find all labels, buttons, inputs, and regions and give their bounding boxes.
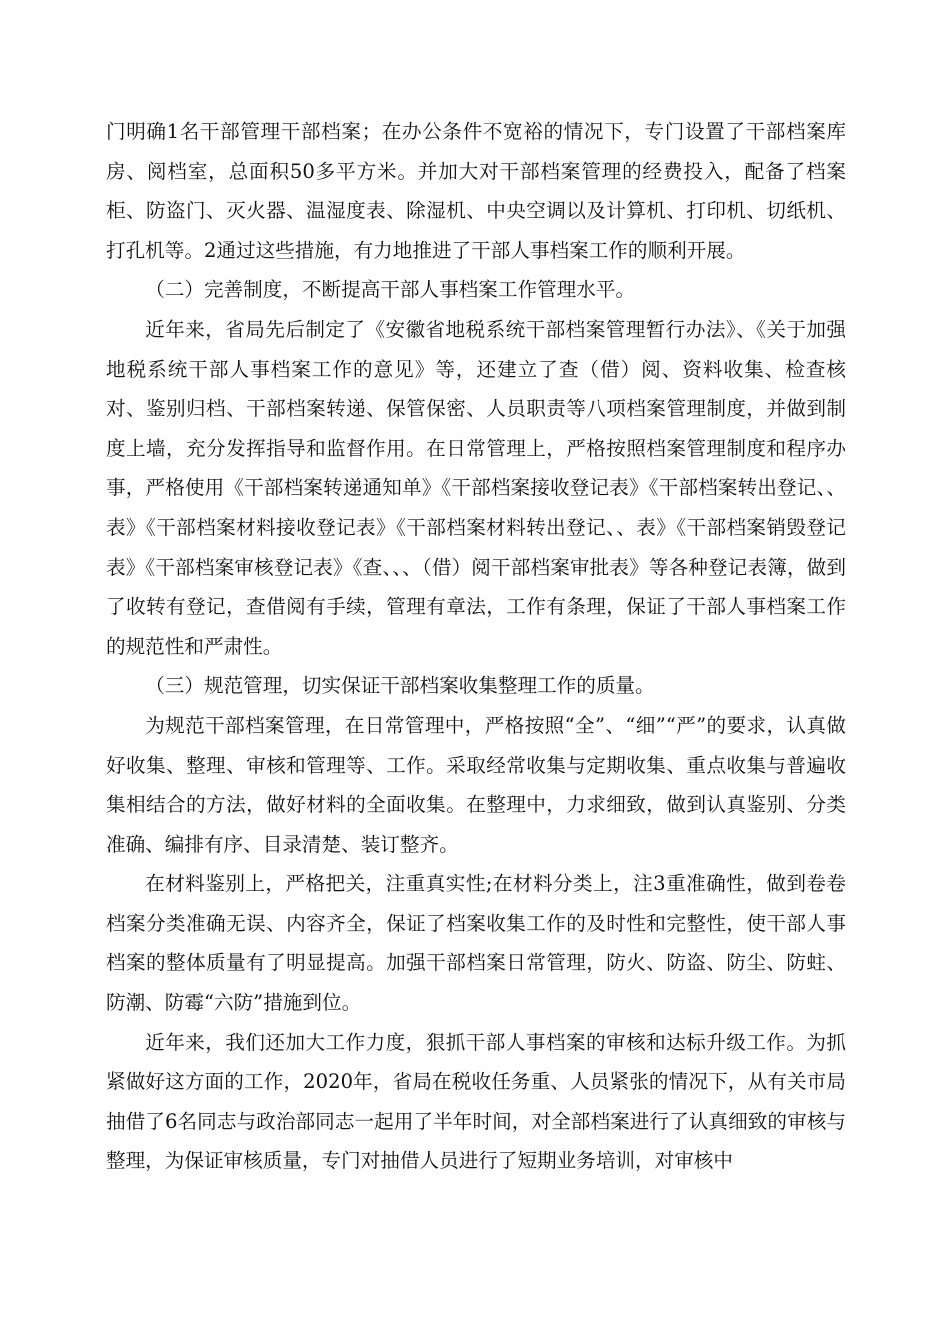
section-heading-2: （二）完善制度，不断提高干部人事档案工作管理水平。: [145, 278, 636, 302]
section-heading-3: （三）规范管理，切实保证干部档案收集整理工作的质量。: [145, 674, 655, 698]
paragraph-review: 近年来，我们还加大工作力度，狠抓干部人事档案的审核和达标升级工作。为抓紧做好这方面的工作，2020年，省局在税收任务重、人员紧张的情况下，从有关市局抽借了6名同志与政治部同志一起用了半年时间，对全部档案进行了认真细致的审核与整理，为保证审核质量，专门对抽借人员进行了短期业务培训，对审核中: [106, 1030, 846, 1173]
document-page: [106, 112, 846, 1181]
paragraph-identification: 在材料鉴别上，严格把关，注重真实性;在材料分类上，注3重准确性，做到卷卷档案分类准确无误、内容齐全，保证了档案收集工作的及时性和完整性，使干部人事档案的整体质量有了明显提高。加强干部档案日常管理，防火、防盗、防尘、防蛀、防潮、防霉“六防”措施到位。: [106, 872, 846, 1015]
paragraph-continuation: 门明确1名干部管理干部档案；在办公条件不宽裕的情况下，专门设置了干部档案库房、阅档室，总面积50多平方米。并加大对干部档案管理的经费投入，配备了档案柜、防盗门、灭火器、温湿度表、除湿机、中央空调以及计算机、打印机、切纸机、打孔机等。2通过这些措施，有力地推进了干部人事档案工作的顺利开展。: [106, 120, 846, 262]
paragraph-management: 为规范干部档案管理，在日常管理中，严格按照“全”、“细”“严”的要求，认真做好收集、整理、审核和管理等、工作。采取经常收集与定期收集、重点收集与普遍收集相结合的方法，做好材料的全面收集。在整理中，力求细致，做到认真鉴别、分类准确、编排有序、目录清楚、装订整齐。: [106, 713, 846, 856]
paragraph-systems: 近年来，省局先后制定了《安徽省地税系统干部档案管理暂行办法》、《关于加强地税系统干部人事档案工作的意见》等，还建立了查（借）阅、资料收集、检查核对、鉴别归档、干部档案转递、保管保密、人员职责等八项档案管理制度，并做到制度上墙，充分发挥指导和监督作用。在日常管理上，严格按照档案管理制度和程序办事，严格使用《干部档案转递通知单》《干部档案接收登记表》《干部档案转出登记、、表》《干部档案材料接收登记表》《干部档案材料转出登记、、表》《干部档案销毁登记表》《干部档案审核登记表》《查、、、（借）阅干部档案审批表》等各种登记表簿，做到了收转有登记，查借阅有手续，管理有章法，工作有条理，保证了干部人事档案工作的规范性和严肃性。: [106, 317, 846, 658]
